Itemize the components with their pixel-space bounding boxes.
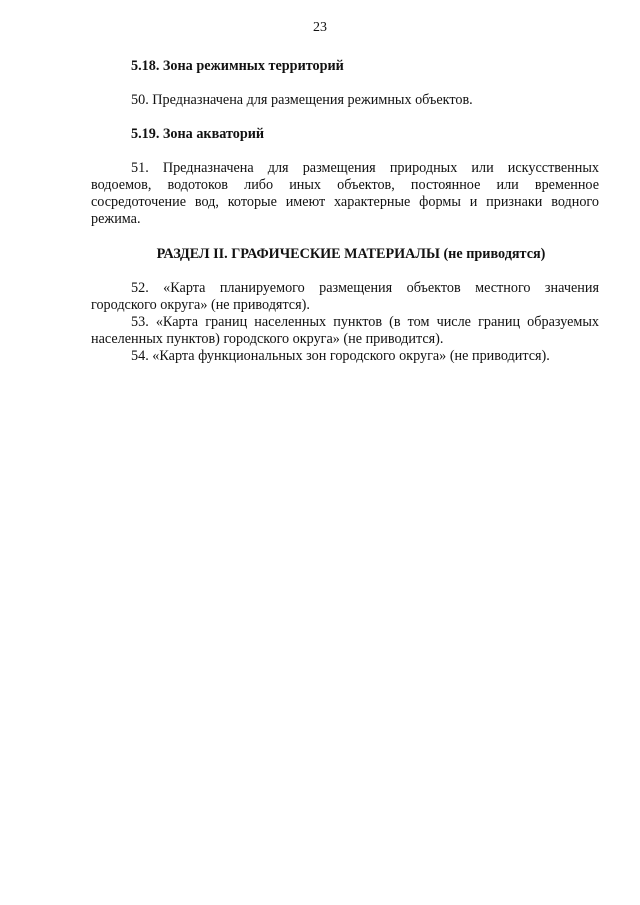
item-52: 52. «Карта планируемого размещения объектов местного значения городского округа» (не приводятся). [91,280,599,313]
section-heading-5-19: 5.19. Зона акваторий [131,126,265,142]
page-number: 23 [313,20,327,35]
section-ii-title: РАЗДЕЛ II. ГРАФИЧЕСКИЕ МАТЕРИАЛЫ (не приводятся) [156,246,546,262]
paragraph-51: 51. Предназначена для размещения природных или искусственных водоемов, водотоков либо иных объектов, постоянное или временное сосредоточение вод, которые имеют характерные формы и признаки водного режима. [91,160,599,227]
document-body [91,58,599,365]
item-53: 53. «Карта границ населенных пунктов (в том числе границ образуемых населенных пунктов) городского округа» (не приводится). [91,314,599,347]
section-heading-5-18: 5.18. Зона режимных территорий [131,58,344,74]
item-54: 54. «Карта функциональных зон городского округа» (не приводится). [131,348,550,364]
paragraph-50: 50. Предназначена для размещения режимных объектов. [131,92,473,108]
